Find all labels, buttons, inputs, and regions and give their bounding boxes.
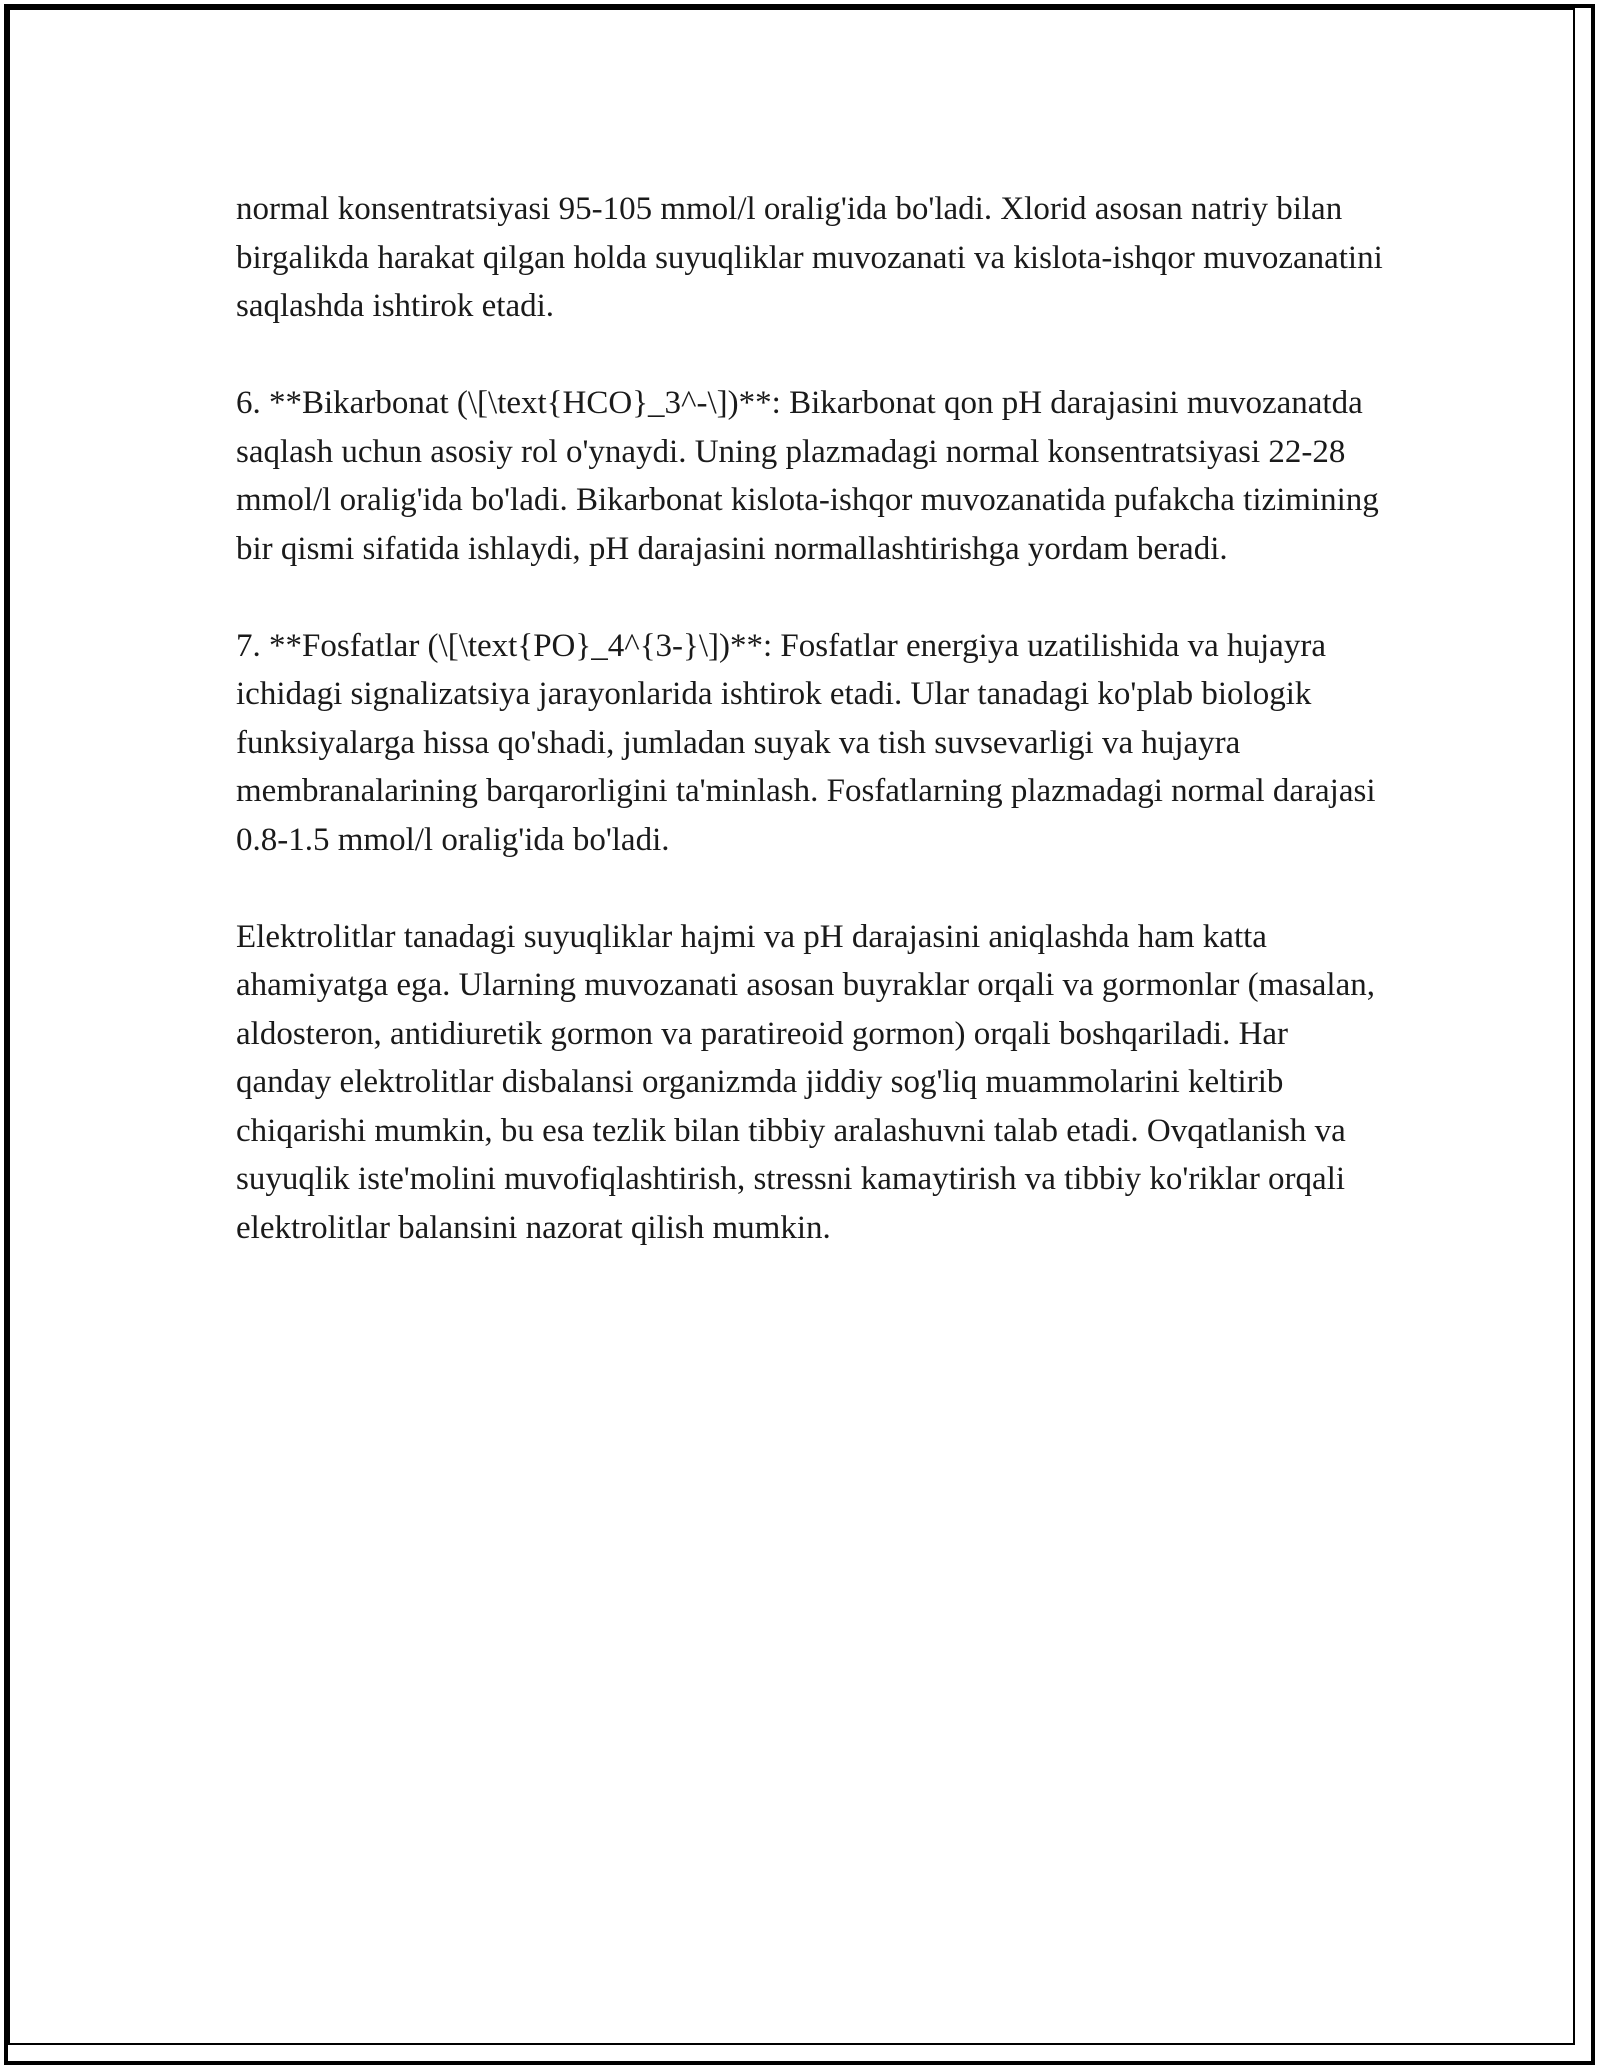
paragraph-phosphates: 7. **Fosfatlar (\[\text{PO}_4^{3-}\])**: Fosfatlar energiya uzatilishida va hujayra ichidagi signalizatsiya jarayonlarida ishtirok etadi. Ular tanadagi ko'plab biologik funksiyalarga hissa qo'shadi, jumladan suyak va tish suvsevarligi va hujayra membranalarining barqarorligini ta'minlash. Fosfatlarning plazmadagi normal darajasi 0.8-1.5 mmol/l oralig'ida bo'ladi. <box>236 627 1376 858</box>
paragraph-electrolytes-summary: Elektrolitlar tanadagi suyuqliklar hajmi va pH darajasini aniqlashda ham katta ahamiyatga ega. Ularning muvozanati asosan buyraklar orqali va gormonlar (masalan, aldosteron, antidiuretik gormon va paratireoid gormon) orqali boshqariladi. Har qanday elektrolitlar disbalansi organizmda jiddiy sog'liq muammolarini keltirib chiqarishi mumkin, bu esa tezlik bilan tibbiy aralashuvni talab etadi. Ovqatlanish va suyuqlik iste'molini muvofiqlashtirish, stressni kamaytirish va tibbiy ko'riklar orqali elektrolitlar balansini nazorat qilish mumkin. <box>236 918 1375 1246</box>
paragraph-chloride-continuation: normal konsentratsiyasi 95-105 mmol/l oralig'ida bo'ladi. Xlorid asosan natriy bilan birgalikda harakat qilgan holda suyuqliklar muvozanati va kislota-ishqor muvozanatini saqlashda ishtirok etadi. <box>236 191 1383 324</box>
document-body <box>236 185 1386 1301</box>
paragraph-bicarbonate: 6. **Bikarbonat (\[\text{HCO}_3^-\])**: Bikarbonat qon pH darajasini muvozanatda saqlash uchun asosiy rol o'ynaydi. Uning plazmadagi normal konsentratsiyasi 22-28 mmol/l oralig'ida bo'ladi. Bikarbonat kislota-ishqor muvozanatida pufakcha tizimining bir qismi sifatida ishlaydi, pH darajasini normallashtirishga yordam beradi. <box>236 385 1379 567</box>
